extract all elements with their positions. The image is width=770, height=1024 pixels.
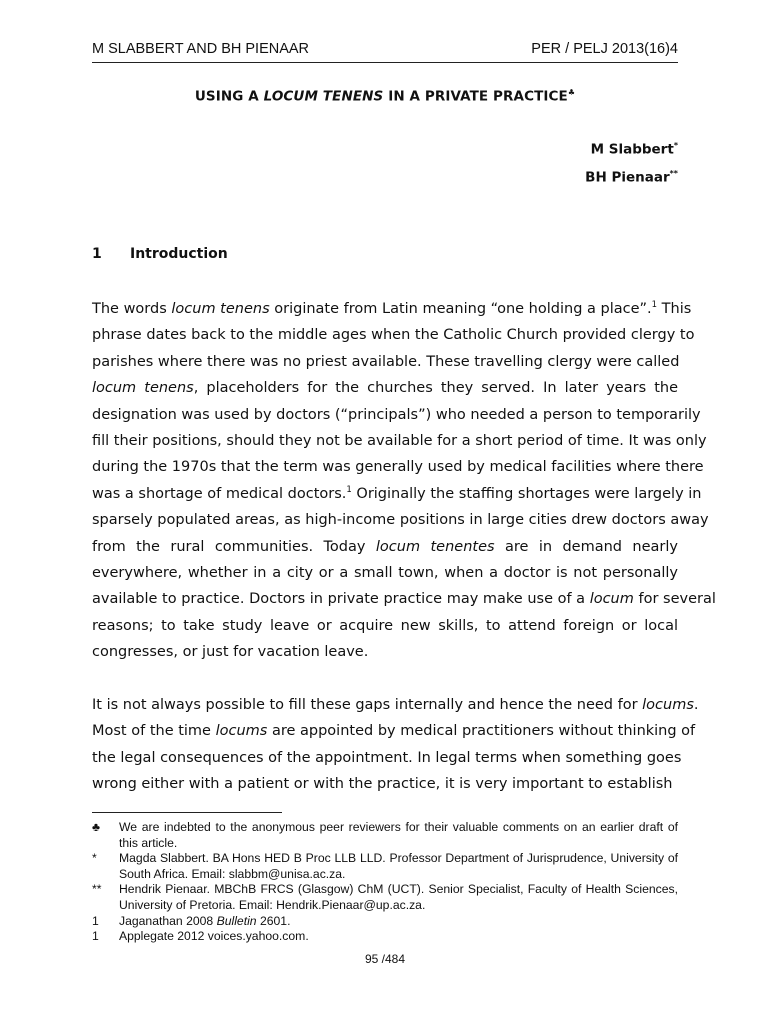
footnote-mark: * [92, 851, 97, 866]
running-header-authors: M SLABBERT AND BH PIENAAR [92, 41, 310, 57]
footnote-text: Magda Slabbert. BA Hons HED B Proc LLB LLD. Professor Department of Jurisprudence, University of South Africa. Email: slabbm@unisa.ac.za. [119, 851, 678, 881]
paragraph-1-line: was a shortage of medical doctors.$^1$ Originally the staffing shortages were largely in [92, 484, 702, 502]
footnote-mark: 1 [92, 913, 99, 928]
paragraph-1-line: parishes where there was no priest available. These travelling clergy were called [92, 353, 680, 370]
paragraph-2-line: Most of the time locums are appointed by medical practitioners without thinking of [92, 723, 696, 740]
footnote-mark: ♣ [92, 820, 100, 834]
paragraph-1-line: available to practice. Doctors in private practice may make use of a locum for several [92, 591, 716, 608]
paragraph-2 [92, 692, 699, 798]
title-footnote-mark[interactable]: ♣ [567, 88, 576, 97]
footnote-mark: ** [92, 882, 102, 897]
paragraph-1-line: designation was used by doctors (“principals”) who needed a person to temporarily [92, 406, 701, 423]
paragraph-2-line: It is not always possible to fill these gaps internally and hence the need for locums. [92, 697, 699, 713]
running-header-journal: PER / PELJ 2013(16)4 [531, 41, 678, 57]
footnote-text: Hendrik Pienaar. MBChB FRCS (Glasgow) ChM (UCT). Senior Specialist, Faculty of Health Sciences, University of Pretoria. Email: Hendrik.Pienaar@up.ac.za. [119, 882, 678, 912]
title-prefix: USING A [194, 88, 264, 105]
section-heading [92, 246, 228, 262]
footnote-text: Applegate 2012 voices.yahoo.com. [119, 929, 309, 944]
title-suffix: IN A PRIVATE PRACTICE [383, 88, 568, 105]
footnote-separator [92, 812, 282, 813]
title-italic: LOCUM TENENS [263, 88, 384, 105]
footnote-mark: 1 [92, 929, 99, 944]
footnote-text: We are indebted to the anonymous peer reviewers for their valuable comments on an earlier draft of this article. [119, 820, 678, 850]
author-1-footnote-mark[interactable]: * [673, 141, 678, 150]
paragraph-1 [92, 296, 716, 665]
paragraph-1-line: sparsely populated areas, as high-income positions in large cities drew doctors away [92, 512, 709, 529]
paragraph-1-line: locum tenens, placeholders for the churches they served. In later years the [92, 380, 678, 397]
author-2: BH Pienaar** [585, 169, 678, 186]
paragraph-1-line: during the 1970s that the term was generally used by medical facilities where there [92, 459, 704, 476]
footnote [92, 820, 678, 851]
paragraph-1-line: The words locum tenens originate from Latin meaning “one holding a place”.$^1$ This [92, 300, 692, 317]
author-list [585, 141, 678, 197]
footnotes [92, 820, 678, 945]
footnote [92, 882, 678, 913]
footnote-text: Jaganathan 2008 Bulletin 2601. [119, 913, 291, 928]
article-title [92, 88, 678, 105]
footnote [92, 851, 678, 882]
author-2-footnote-mark[interactable]: ** [669, 169, 678, 178]
page-number: 95 /484 [364, 952, 406, 966]
paragraph-2-line: wrong either with a patient or with the practice, it is very important to establish [92, 776, 673, 793]
footnote [92, 929, 678, 945]
running-header [92, 41, 678, 63]
paragraph-2-line: the legal consequences of the appointment. In legal terms when something goes [92, 749, 682, 766]
section-number: 1 [92, 246, 102, 262]
paragraph-1-line: fill their positions, should they not be available for a short period of time. It was only [92, 432, 707, 449]
footnote [92, 914, 678, 930]
author-1: M Slabbert* [590, 141, 678, 158]
paragraph-1-line: congresses, or just for vacation leave. [92, 644, 369, 661]
paragraph-1-line: from the rural communities. Today locum tenentes are in demand nearly [92, 538, 678, 555]
paragraph-1-line: reasons; to take study leave or acquire new skills, to attend foreign or local [92, 617, 678, 634]
paragraph-1-line: phrase dates back to the middle ages when the Catholic Church provided clergy to [92, 327, 695, 344]
paragraph-1-line: everywhere, whether in a city or a small town, when a doctor is not personally [92, 564, 678, 581]
section-title: Introduction [130, 246, 228, 262]
